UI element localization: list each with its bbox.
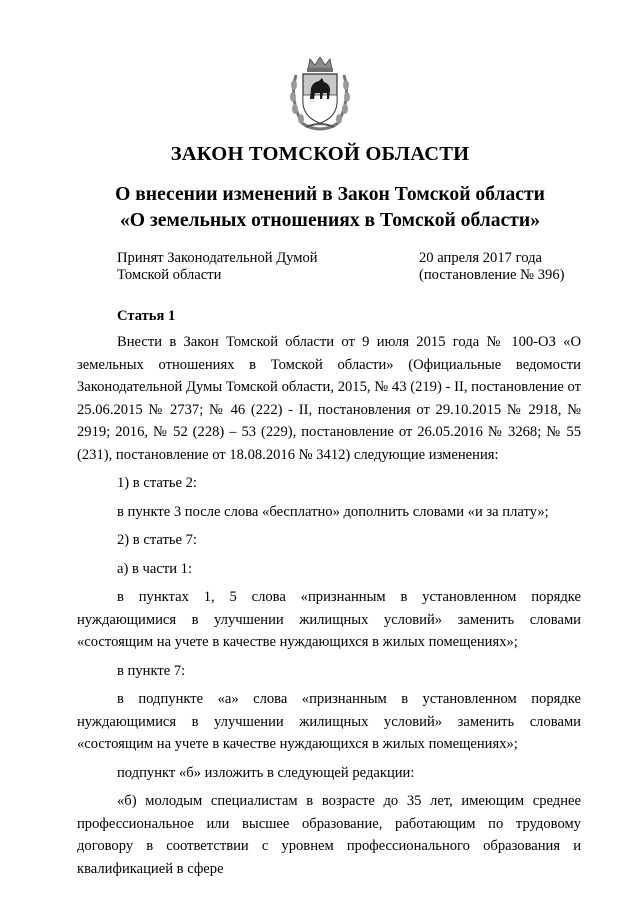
paragraph: «б) молодым специалистам в возрасте до 35 лет, имеющим среднее профессиональное или высшее образование, работающим по трудовому договору в соответствии с уровнем профессионального образования и квалификацией в сфере	[77, 793, 581, 877]
law-subtitle-line: О внесении изменений в Закон Томской области	[115, 184, 545, 205]
paragraph: в подпункте «а» слова «признанным в установленном порядке нуждающимися в улучшении жилищных условий» заменить словами «состоящим на учете в качестве нуждающихся в жилых помещениях»;	[77, 691, 581, 752]
tomsk-coat-of-arms-emblem	[286, 55, 354, 133]
adoption-date-line: 20 апреля 2017 года	[419, 250, 542, 266]
adoption-authority-line: Принят Законодательной Думой	[117, 250, 318, 266]
paragraph: 1) в статье 2:	[117, 475, 197, 491]
law-title: ЗАКОН ТОМСКОЙ ОБЛАСТИ	[170, 143, 470, 165]
law-subtitle	[60, 182, 600, 234]
article-body	[77, 331, 581, 880]
paragraph: подпункт «б» изложить в следующей редакции:	[117, 764, 415, 781]
paragraph: 2) в статье 7:	[117, 532, 197, 548]
paragraph: а) в части 1:	[117, 560, 193, 577]
paragraph: в пункте 3 после слова «бесплатно» дополнить словами «и за плату»;	[117, 503, 549, 520]
paragraph: Внести в Закон Томской области от 9 июля 2015 года № 100-ОЗ «О земельных отношениях в Томской области» (Официальные ведомости Законодательной Думы Томской области, 2015, № 43 (219) - II, постановление от 25.06.2015 № 2737; № 46 (222) - II, постановления от 29.10.2015 № 2918, № 2919; 2016, № 52 (228) – 53 (229), постановление от 26.05.2016 № 3268; № 55 (231), постановление от 18.08.2016 № 3412) следующие изменения:	[77, 334, 581, 463]
adoption-resolution-line: (постановление № 396)	[419, 267, 565, 283]
law-subtitle-line: «О земельных отношениях в Томской области»	[119, 210, 540, 231]
adoption-authority	[117, 250, 318, 284]
article-heading: Статья 1	[117, 308, 176, 324]
adoption-date	[419, 250, 564, 284]
paragraph: в пункте 7:	[117, 662, 186, 679]
adoption-authority-line: Томской области	[117, 267, 222, 283]
paragraph: в пунктах 1, 5 слова «признанным в установленном порядке нуждающимися в улучшении жилищных условий» заменить словами «состоящим на учете в качестве нуждающихся в жилых помещениях»;	[77, 589, 581, 650]
